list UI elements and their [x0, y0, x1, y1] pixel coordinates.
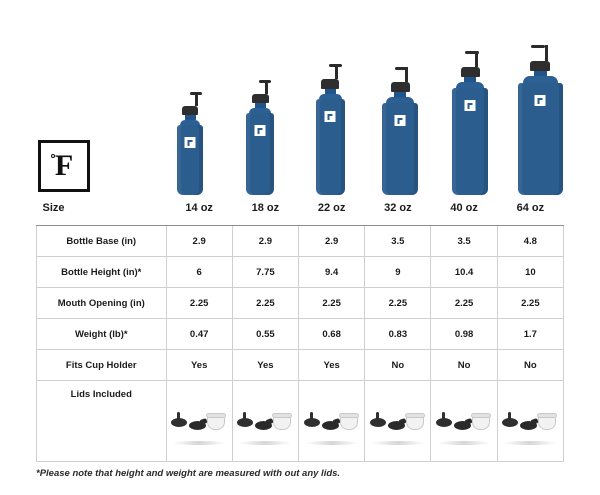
cap-icon — [461, 67, 480, 77]
cell-mouth-opening-32oz: 2.25 — [365, 288, 431, 319]
straw-lid-icon — [436, 412, 452, 428]
cell-bottle-base-40oz: 3.5 — [431, 226, 497, 257]
straw-stem-icon — [545, 45, 548, 61]
straw-top-icon — [190, 92, 202, 95]
footnote: *Please note that height and weight are measured with out any lids. — [36, 468, 341, 479]
flip-lid-icon — [520, 419, 537, 430]
column-header-22oz: 22 oz — [299, 196, 365, 226]
bottle-64oz — [505, 60, 575, 195]
brand-badge-icon — [465, 100, 476, 111]
cap-icon — [391, 82, 410, 92]
straw-top-icon — [329, 64, 342, 67]
cup-lid-icon — [339, 413, 359, 431]
straw-top-icon — [395, 67, 408, 70]
column-header-64oz: 64 oz — [497, 196, 563, 226]
row-label-lids-included: Lids Included — [37, 381, 167, 462]
cup-lid-icon — [405, 413, 425, 431]
cell-mouth-opening-64oz: 2.25 — [497, 288, 563, 319]
column-header-18oz: 18 oz — [232, 196, 298, 226]
bottle-body — [177, 125, 203, 195]
straw-lid-icon — [171, 412, 187, 428]
bottle-illustration — [382, 67, 418, 195]
bottle-lineup — [155, 60, 575, 195]
straw-lid-icon — [502, 412, 518, 428]
flip-lid-icon — [454, 419, 471, 430]
cell-lids-64oz — [497, 381, 563, 462]
table-header-row — [37, 196, 564, 226]
row-label-bottle-height: Bottle Height (in)* — [37, 257, 167, 288]
lids-illustration — [365, 381, 430, 453]
bottle-illustration — [246, 80, 274, 195]
brand-badge-icon — [185, 137, 196, 148]
bottle-body — [316, 99, 345, 195]
bottle-14oz — [155, 60, 225, 195]
cell-bottle-height-18oz: 7.75 — [232, 257, 298, 288]
cell-lids-32oz — [365, 381, 431, 462]
cell-weight-18oz: 0.55 — [232, 319, 298, 350]
cell-bottle-base-14oz: 2.9 — [166, 226, 232, 257]
cell-fits-cup-holder-40oz: No — [431, 350, 497, 381]
lid-shadow — [503, 441, 557, 445]
cell-weight-32oz: 0.83 — [365, 319, 431, 350]
cup-lid-icon — [272, 413, 292, 431]
column-header-40oz: 40 oz — [431, 196, 497, 226]
brand-logo — [38, 140, 90, 192]
cell-lids-14oz — [166, 381, 232, 462]
bottle-32oz — [365, 60, 435, 195]
cell-fits-cup-holder-18oz: Yes — [232, 350, 298, 381]
cell-bottle-base-32oz: 3.5 — [365, 226, 431, 257]
cell-lids-40oz — [431, 381, 497, 462]
cell-bottle-height-32oz: 9 — [365, 257, 431, 288]
lids-illustration — [233, 381, 298, 453]
cap-icon — [182, 106, 198, 115]
bottle-illustration — [316, 64, 345, 195]
bottle-body — [382, 103, 418, 195]
straw-top-icon — [259, 80, 271, 83]
cell-fits-cup-holder-32oz: No — [365, 350, 431, 381]
cap-icon — [530, 61, 550, 71]
bottle-22oz — [295, 60, 365, 195]
lids-illustration — [167, 381, 232, 453]
bottle-body — [246, 113, 274, 195]
straw-lid-icon — [304, 412, 320, 428]
cell-weight-22oz: 0.68 — [299, 319, 365, 350]
cell-fits-cup-holder-64oz: No — [497, 350, 563, 381]
cell-mouth-opening-40oz: 2.25 — [431, 288, 497, 319]
lids-illustration — [299, 381, 364, 453]
table-row-lids — [37, 381, 564, 462]
row-label-weight: Weight (lb)* — [37, 319, 167, 350]
cell-mouth-opening-22oz: 2.25 — [299, 288, 365, 319]
bottle-40oz — [435, 60, 505, 195]
table-row — [37, 319, 564, 350]
brand-badge-icon — [535, 95, 546, 106]
lid-shadow — [238, 441, 292, 445]
table-row — [37, 257, 564, 288]
flip-lid-icon — [189, 419, 206, 430]
cell-bottle-base-22oz: 2.9 — [299, 226, 365, 257]
cell-weight-14oz: 0.47 — [166, 319, 232, 350]
cap-icon — [252, 94, 269, 103]
cell-lids-22oz — [299, 381, 365, 462]
flip-lid-icon — [388, 419, 405, 430]
cell-lids-18oz — [232, 381, 298, 462]
cup-lid-icon — [537, 413, 557, 431]
cell-mouth-opening-14oz: 2.25 — [166, 288, 232, 319]
column-header-32oz: 32 oz — [365, 196, 431, 226]
cell-bottle-height-14oz: 6 — [166, 257, 232, 288]
cap-icon — [321, 79, 339, 89]
cell-bottle-height-22oz: 9.4 — [299, 257, 365, 288]
straw-lid-icon — [237, 412, 253, 428]
straw-lid-icon — [370, 412, 386, 428]
brand-badge-icon — [325, 111, 336, 122]
bottle-18oz — [225, 60, 295, 195]
cell-mouth-opening-18oz: 2.25 — [232, 288, 298, 319]
row-label-bottle-base: Bottle Base (in) — [37, 226, 167, 257]
bottle-shoulder — [523, 76, 558, 83]
lids-illustration — [498, 381, 563, 453]
registered-dot-icon — [51, 154, 55, 158]
cell-fits-cup-holder-22oz: Yes — [299, 350, 365, 381]
table-row — [37, 226, 564, 257]
lid-shadow — [371, 441, 425, 445]
bottle-illustration — [518, 45, 563, 195]
table-row — [37, 350, 564, 381]
bottle-body — [518, 83, 563, 195]
bottle-illustration — [177, 92, 203, 195]
lids-illustration — [431, 381, 496, 453]
lid-shadow — [172, 441, 226, 445]
flip-lid-icon — [322, 419, 339, 430]
cell-fits-cup-holder-14oz: Yes — [166, 350, 232, 381]
size-header: Size — [37, 196, 167, 226]
brand-badge-icon — [395, 115, 406, 126]
cell-bottle-base-64oz: 4.8 — [497, 226, 563, 257]
straw-top-icon — [465, 51, 479, 54]
cell-weight-64oz: 1.7 — [497, 319, 563, 350]
bottle-body — [452, 88, 488, 195]
column-header-14oz: 14 oz — [166, 196, 232, 226]
table-row — [37, 288, 564, 319]
lid-shadow — [305, 441, 359, 445]
cup-lid-icon — [471, 413, 491, 431]
cell-bottle-base-18oz: 2.9 — [232, 226, 298, 257]
row-label-fits-cup-holder: Fits Cup Holder — [37, 350, 167, 381]
specs-table — [36, 196, 564, 462]
row-label-mouth-opening: Mouth Opening (in) — [37, 288, 167, 319]
brand-letter: F — [54, 149, 74, 182]
cell-bottle-height-64oz: 10 — [497, 257, 563, 288]
cell-weight-40oz: 0.98 — [431, 319, 497, 350]
cell-bottle-height-40oz: 10.4 — [431, 257, 497, 288]
straw-top-icon — [531, 45, 545, 48]
flip-lid-icon — [255, 419, 272, 430]
brand-badge-icon — [255, 125, 266, 136]
lid-shadow — [437, 441, 491, 445]
bottle-illustration — [452, 51, 488, 195]
cup-lid-icon — [206, 413, 226, 431]
